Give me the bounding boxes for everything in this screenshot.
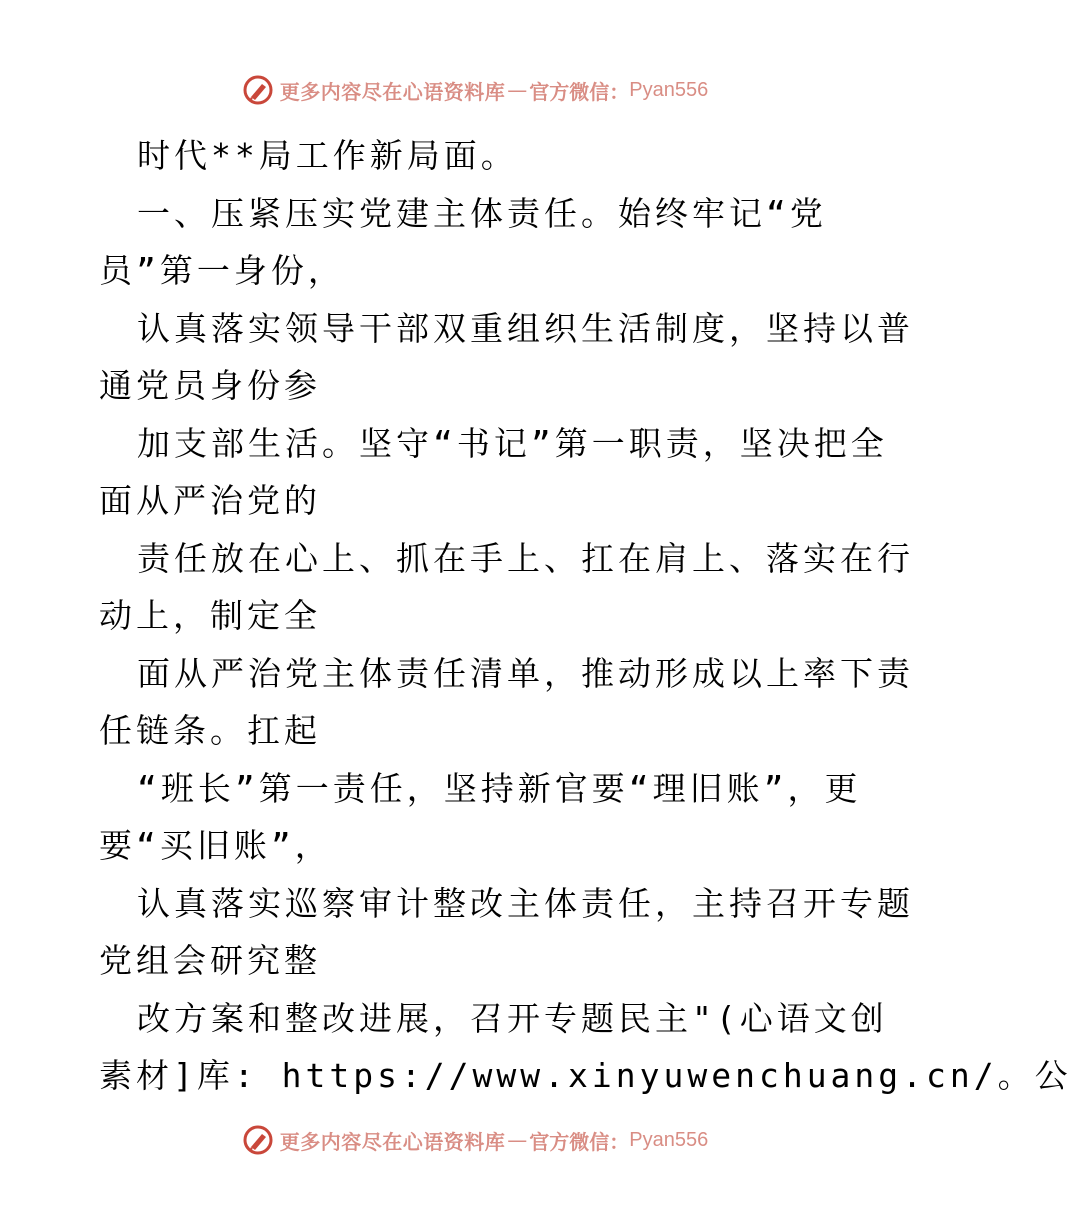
text-line: 面从严治党的 bbox=[99, 481, 321, 520]
text-line: 员”第一身份， bbox=[99, 251, 345, 290]
watermark-official-label: 官方微信： bbox=[529, 1129, 630, 1154]
watermark-wechat-id: Pyan556 bbox=[629, 1128, 709, 1151]
pen-logo-icon bbox=[242, 74, 274, 106]
text-line: “班长”第一责任，坚持新官要“理旧账”，更 bbox=[137, 769, 862, 808]
text-line: 责任放在心上、抓在手上、扛在肩上、落实在行 bbox=[137, 539, 914, 578]
text-line: 通党员身份参 bbox=[99, 366, 321, 405]
watermark-text: 更多内容尽在心语资料库 bbox=[279, 79, 506, 104]
text-line: 党组会研究整 bbox=[99, 941, 321, 980]
text-line: 动上，制定全 bbox=[99, 596, 321, 635]
watermark-dash: — bbox=[507, 78, 528, 102]
text-line: 时代**局工作新局面。 bbox=[137, 136, 518, 175]
watermark-banner-top bbox=[0, 70, 950, 110]
watermark-banner-bottom bbox=[0, 1120, 950, 1160]
watermark-wechat-id: Pyan556 bbox=[629, 78, 709, 101]
watermark-official-label: 官方微信： bbox=[529, 79, 630, 104]
watermark-dash: — bbox=[507, 1128, 528, 1152]
text-line: 认真落实巡察审计整改主体责任，主持召开专题 bbox=[137, 884, 914, 923]
watermark-text: 更多内容尽在心语资料库 bbox=[279, 1129, 506, 1154]
text-line: 面从严治党主体责任清单，推动形成以上率下责 bbox=[137, 654, 914, 693]
text-line: 认真落实领导干部双重组织生活制度，坚持以普 bbox=[137, 309, 914, 348]
text-line: 加支部生活。坚守“书记”第一职责，坚决把全 bbox=[137, 424, 888, 463]
text-line: 一、压紧压实党建主体责任。始终牢记“党 bbox=[137, 194, 827, 233]
text-line: 任链条。扛起 bbox=[99, 711, 321, 750]
pen-logo-icon bbox=[242, 1124, 274, 1156]
text-line: 要“买旧账”， bbox=[99, 826, 332, 865]
text-line: 素材]库: https://www.xinyuwenchuang.cn/。公 bbox=[99, 1056, 1072, 1095]
text-line: 改方案和整改进展，召开专题民主"(心语文创 bbox=[137, 999, 888, 1038]
